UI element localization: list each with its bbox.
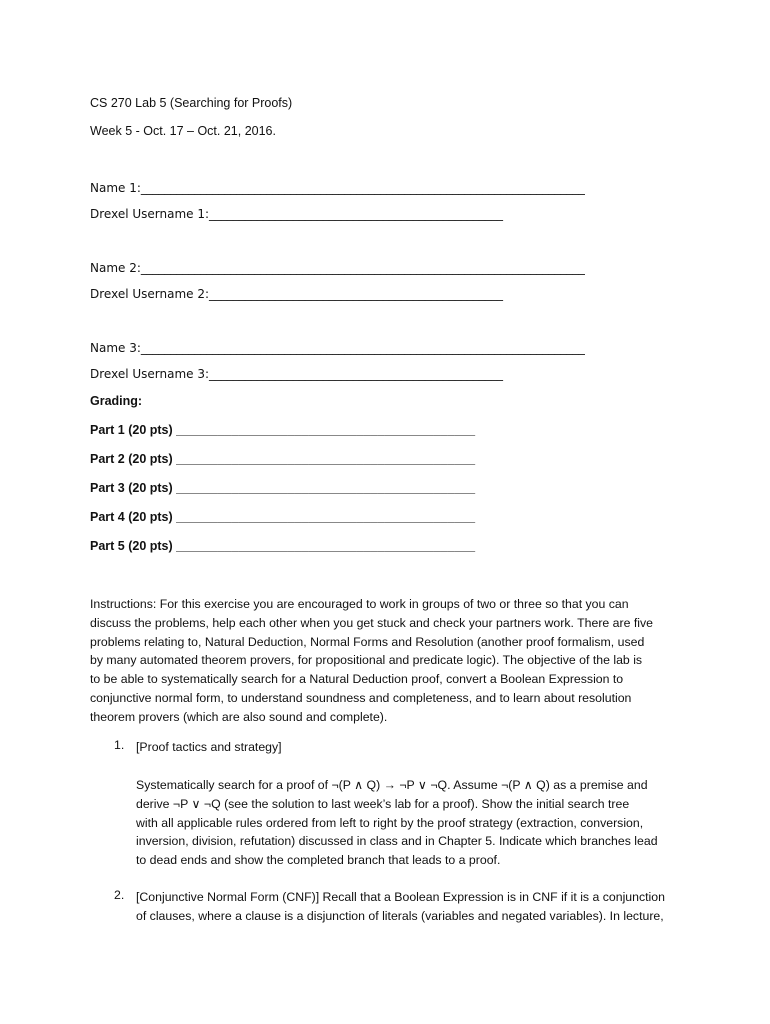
name-2-field[interactable] [90, 261, 585, 275]
lab-week: Week 5 - Oct. 17 – Oct. 21, 2016. [90, 124, 276, 138]
item-1-body [136, 776, 686, 870]
item-2-number: 2. [114, 888, 125, 902]
username-2-blank[interactable]: _________________________________________________ [209, 287, 504, 301]
grading-part-1: Part 1 (20 pts) ___________________________________________ [90, 423, 476, 437]
item-2-line: [Conjunctive Normal Form (CNF)] Recall that a Boolean Expression is in CNF if it is a conjunction [136, 890, 665, 904]
name-1-label: Name 1: [90, 181, 141, 195]
instructions-line: theorem provers (which are also sound and complete). [90, 709, 388, 724]
instructions-line: by many automated theorem provers, for propositional and predicate logic). The objective of the lab is [90, 653, 643, 668]
name-1-blank[interactable]: __________________________________________________________________________ [140, 181, 585, 195]
item-2-body [136, 888, 686, 926]
item-2-line: of clauses, where a clause is a disjunction of literals (variables and negated variables). In lecture, [136, 908, 664, 923]
instructions-line: discuss the problems, help each other when you get stuck and check your partners work. There are five [90, 615, 653, 630]
instructions-line: to be able to systematically search for a Natural Deduction proof, convert a Boolean Expression to [90, 672, 624, 687]
name-2-label: Name 2: [90, 261, 141, 275]
item-1-line: with all applicable rules ordered from left to right by the proof strategy (extraction, conversion, [136, 815, 644, 830]
username-3-label: Drexel Username 3: [90, 367, 210, 381]
grading-part-5: Part 5 (20 pts) ___________________________________________ [90, 539, 476, 553]
item-1-heading: [Proof tactics and strategy] [136, 740, 282, 754]
name-2-blank[interactable]: __________________________________________________________________________ [140, 261, 585, 275]
username-3-field[interactable] [90, 367, 503, 381]
item-1-line: derive ¬P ∨ ¬Q (see the solution to last week’s lab for a proof). Show the initial search tree [136, 796, 630, 811]
grading-part-4: Part 4 (20 pts) ___________________________________________ [90, 510, 476, 524]
grading-part-2: Part 2 (20 pts) ___________________________________________ [90, 452, 476, 466]
grading-part-3: Part 3 (20 pts) ___________________________________________ [90, 481, 476, 495]
item-1-line: Systematically search for a proof of ¬(P ∧ Q) → ¬P ∨ ¬Q. Assume ¬(P ∧ Q) as a premise and [136, 778, 648, 792]
item-1-line: to dead ends and show the completed branch that leads to a proof. [136, 853, 501, 868]
instructions-line: problems relating to, Natural Deduction, Normal Forms and Resolution (another proof formalism, used [90, 634, 645, 649]
name-3-label: Name 3: [90, 341, 141, 355]
item-1-line: inversion, division, refutation) discussed in class and in Chapter 5. Indicate which branches lead [136, 834, 658, 849]
name-1-field[interactable] [90, 181, 585, 195]
username-1-label: Drexel Username 1: [90, 207, 210, 221]
username-2-label: Drexel Username 2: [90, 287, 210, 301]
name-3-field[interactable] [90, 341, 585, 355]
username-1-blank[interactable]: _________________________________________________ [209, 207, 504, 221]
username-3-blank[interactable]: _________________________________________________ [209, 367, 504, 381]
instructions-paragraph [90, 595, 680, 727]
item-1-number: 1. [114, 738, 125, 752]
instructions-line: conjunctive normal form, to understand soundness and completeness, and to learn about resolution [90, 690, 632, 705]
username-1-field[interactable] [90, 207, 503, 221]
instructions-line: Instructions: For this exercise you are encouraged to work in groups of two or three so that you can [90, 597, 629, 611]
username-2-field[interactable] [90, 287, 503, 301]
name-3-blank[interactable]: __________________________________________________________________________ [140, 341, 585, 355]
lab-title: CS 270 Lab 5 (Searching for Proofs) [90, 96, 293, 110]
grading-heading: Grading: [90, 394, 143, 408]
